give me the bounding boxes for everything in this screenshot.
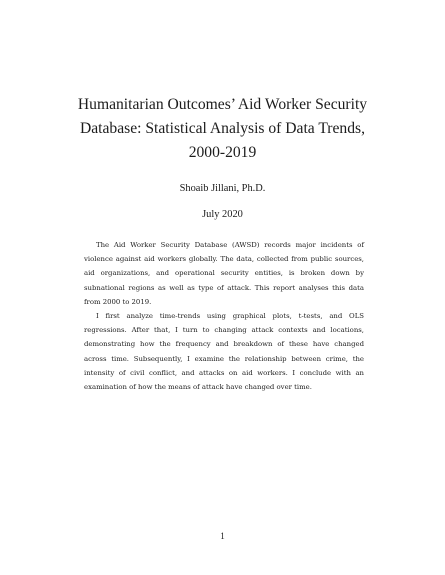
abstract-paragraph-2: I first analyze time-trends using graphical plots, t-tests, and OLS regressions. After that, I turn to changing attack contexts and locations, demonstrating how the frequency and breakdown of these have changed across time. Subsequently, I examine the relationship between crime, the intensity of civil conflict, and attacks on aid workers. I conclude with an examination of how the means of attack have changed over time. [84, 312, 364, 392]
title-line-2: Database: Statistical Analysis of Data Trends, [80, 120, 365, 137]
page-number: 1 [220, 531, 225, 541]
paper-title [40, 93, 405, 165]
author-name: Shoaib Jillani, Ph.D. [179, 183, 266, 194]
publication-date: July 2020 [202, 209, 243, 220]
abstract-paragraph-1: The Aid Worker Security Database (AWSD) records major incidents of violence against aid workers globally. The data, collected from public sources, aid organizations, and operational security entities, is broken down by subnational regions as well as type of attack. This report analyses this data from 2000 to 2019. [84, 241, 364, 306]
title-line-1: Humanitarian Outcomes’ Aid Worker Security [77, 96, 368, 113]
title-line-3: 2000-2019 [188, 144, 257, 161]
abstract [84, 238, 364, 394]
